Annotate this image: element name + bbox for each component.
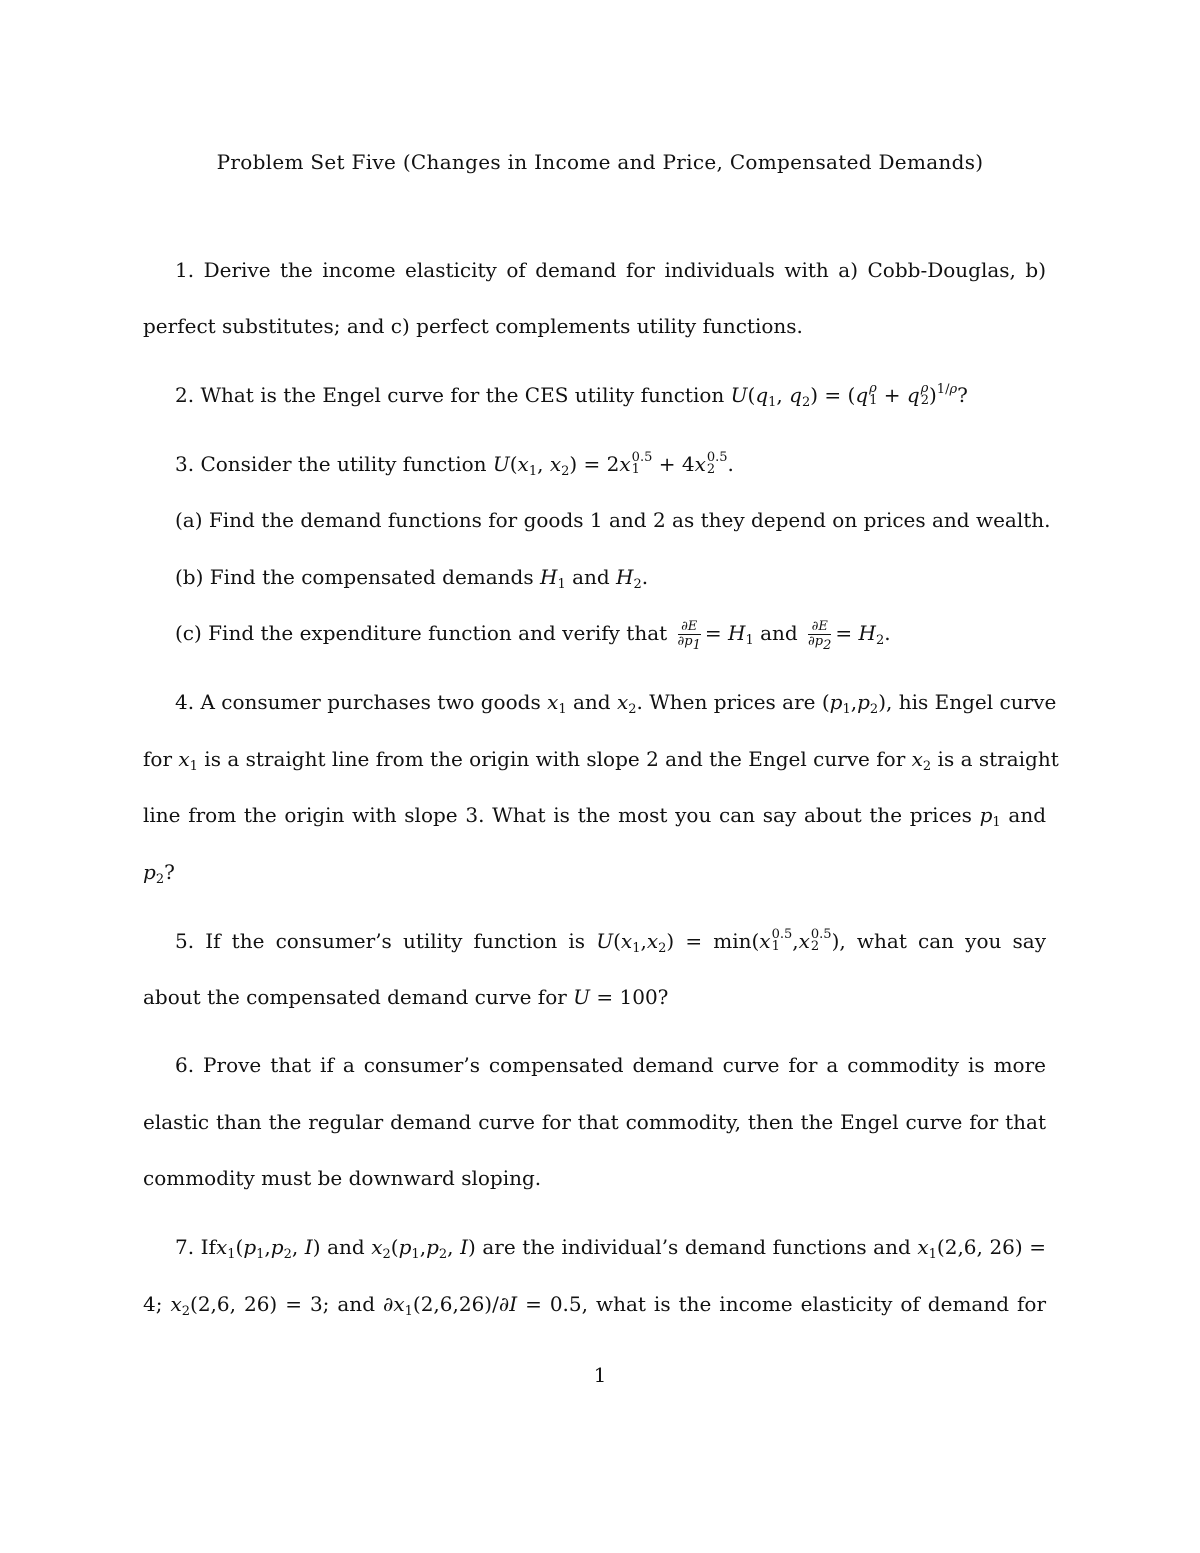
p7-l1-a: 7. If	[175, 1235, 216, 1259]
problem-3b-and: and	[572, 565, 610, 589]
problem-7-line-2: 4; $x_2(2,6$, 26) = 3; and $\partial x_1(2,6,26)/\partial I = 0.5$, what is the income elasticity of demand for	[143, 1292, 1046, 1319]
p4-l1-c: , his Engel curve	[886, 690, 1057, 714]
p4-l1-a: 4. A consumer purchases two goods	[175, 690, 541, 714]
problem-6-line-3: commodity must be downward sloping.	[143, 1166, 542, 1190]
p4-l1-and: and	[572, 690, 611, 714]
problem-6-line-1: 6. Prove that if a consumer’s compensated demand curve for a commodity is more	[175, 1053, 1046, 1077]
p5-l1-b: , what can you say	[839, 929, 1047, 953]
problem-4-line-4: $p_2$?	[143, 860, 175, 887]
problem-6-line-2: elastic than the regular demand curve for that commodity, then the Engel curve for that	[143, 1110, 1046, 1134]
problem-4-line-1: 4. A consumer purchases two goods $x_1$ and $x_2$. When prices are $(p_1,p_2)$, his Engel curve	[175, 690, 1057, 717]
problem-3c-text: (c) Find the expenditure function and verify that	[175, 621, 668, 645]
page-number: 1	[593, 1363, 607, 1387]
problem-4-line-2: for $x_1$ is a straight line from the origin with slope 2 and the Engel curve for $x_2$ is a straight	[143, 747, 1059, 774]
problem-2: 2. What is the Engel curve for the CES utility function $U(q_1$, $q_2) = (q$ ρ 1 + q ρ 2 )$^{1/\rho}$?	[175, 380, 968, 410]
p5-l2-a: about the compensated demand curve for	[143, 985, 567, 1009]
p7-l1-b: are the individual’s demand functions and	[482, 1235, 911, 1259]
problem-3c-and: and	[760, 621, 798, 645]
p4-l4-tail: ?	[164, 860, 175, 884]
p7-l1-and: and	[327, 1235, 365, 1259]
page-title: Problem Set Five (Changes in Income and Price, Compensated Demands)	[216, 150, 984, 174]
problem-3-intro-text: 3. Consider the utility function	[175, 452, 487, 476]
problem-3a: (a) Find the demand functions for goods 1 and 2 as they depend on prices and wealth.	[175, 508, 1051, 532]
p4-l2-c: is a straight	[937, 747, 1059, 771]
p5-l2-b: = 100?	[596, 985, 669, 1009]
p4-l3-a: line from the origin with slope 3. What is the most you can say about the prices	[143, 803, 972, 827]
p7-l2-b: , what is the income elasticity of demand for	[581, 1292, 1046, 1316]
p4-l3-and: and	[1008, 803, 1047, 827]
problem-2-formula: U	[730, 383, 748, 407]
problem-3c: (c) Find the expenditure function and verify that $\frac{\partial E}{\partial p_1}$ = $H_1$ and $\frac{\partial E}{\partial p_2}$ = $H_2$.	[175, 619, 891, 653]
problem-5-line-2: about the compensated demand curve for U = 100?	[143, 985, 669, 1009]
p4-l2-a: for	[143, 747, 173, 771]
problem-2-text: 2. What is the Engel curve for the CES utility function	[175, 383, 725, 407]
problem-4-line-3: line from the origin with slope 3. What is the most you can say about the prices $p_1$ and	[143, 803, 1047, 830]
problem-3b-text: (b) Find the compensated demands	[175, 565, 534, 589]
p4-l2-b: is a straight line from the origin with slope 2 and the Engel curve for	[204, 747, 906, 771]
problem-2-tail: ?	[957, 383, 968, 407]
problem-3-intro: 3. Consider the utility function $U(x_1$, $x_2) = 2x$ 0.5 1 + 4x 0.5 2 .	[175, 449, 734, 479]
p5-l1-a: 5. If the consumer’s utility function is	[175, 929, 586, 953]
problem-3b: (b) Find the compensated demands $H_1$ and $H_2$.	[175, 565, 649, 592]
p4-l1-b: . When prices are	[636, 690, 816, 714]
problem-1-line-2: perfect substitutes; and c) perfect complements utility functions.	[143, 314, 803, 338]
problem-7-line-1: 7. $Ifx_1(p_1,p_2$, I) and $x_2(p_1,p_2$, I) are the individual’s demand functions and $x_1(2,6$, 26) =	[175, 1235, 1047, 1262]
problem-5-line-1: 5. If the consumer’s utility function is $U(x_1,x_2) = \min(x$ 0.5 1 ,x 0.5 2 ), what can you say	[175, 926, 1047, 956]
problem-1-line-1: 1. Derive the income elasticity of demand for individuals with a) Cobb-Douglas, b)	[175, 258, 1046, 282]
